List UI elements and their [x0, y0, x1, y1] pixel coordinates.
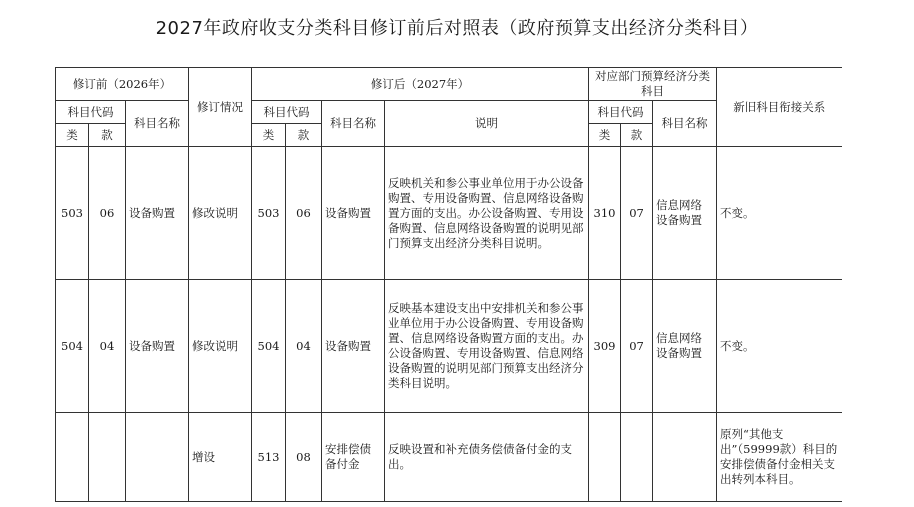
dept-name-cell: 信息网络设备购置 [653, 280, 717, 413]
dept-name-cell [653, 413, 717, 502]
after-group-header: 修订后（2027年） [252, 68, 589, 101]
desc-cell: 反映基本建设支出中安排机关和参公事业单位用于办公设备购置、专用设备购置、信息网络设备购置方面的支出。办公设备购置、专用设备购置、信息网络设备购置的说明见部门预算支出经济分类科目说明。 [385, 280, 589, 413]
dept-name-header: 科目名称 [653, 101, 717, 147]
new-cls-cell: 513 [252, 413, 286, 502]
comparison-table [55, 67, 842, 502]
old-kuan-header: 款 [89, 124, 126, 147]
old-name-cell: 设备购置 [126, 147, 189, 280]
desc-header: 说明 [385, 101, 589, 147]
desc-cell: 反映设置和补充债务偿债备付金的支出。 [385, 413, 589, 502]
new-kuan-cell: 08 [286, 413, 322, 502]
new-kuan-cell: 04 [286, 280, 322, 413]
dept-kuan-cell: 07 [621, 147, 653, 280]
dept-cls-cell [589, 413, 621, 502]
dept-cls-cell: 310 [589, 147, 621, 280]
old-cls-cell: 503 [56, 147, 89, 280]
new-cls-cell: 503 [252, 147, 286, 280]
revision-cell: 修改说明 [189, 147, 252, 280]
dept-group-header: 对应部门预算经济分类科目 [589, 68, 717, 101]
old-cls-cell: 504 [56, 280, 89, 413]
dept-kuan-cell [621, 413, 653, 502]
new-name-cell: 设备购置 [322, 147, 385, 280]
link-cell: 不变。 [717, 280, 842, 413]
revision-cell: 增设 [189, 413, 252, 502]
table-row [56, 280, 842, 413]
new-name-cell: 安排偿债备付金 [322, 413, 385, 502]
new-kuan-header: 款 [286, 124, 322, 147]
old-name-cell: 设备购置 [126, 280, 189, 413]
old-kuan-cell: 04 [89, 280, 126, 413]
header-row-1 [56, 68, 842, 101]
old-name-cell [126, 413, 189, 502]
dept-cls-cell: 309 [589, 280, 621, 413]
old-code-header: 科目代码 [56, 101, 126, 124]
page-title: 2027年政府收支分类科目修订前后对照表（政府预算支出经济分类科目） [155, 18, 759, 39]
dept-code-header: 科目代码 [589, 101, 653, 124]
dept-name-cell: 信息网络设备购置 [653, 147, 717, 280]
table-row [56, 147, 842, 280]
revision-header: 修订情况 [189, 68, 252, 147]
dept-cls-header: 类 [589, 124, 621, 147]
before-group-header: 修订前（2026年） [56, 68, 189, 101]
link-header: 新旧科目衔接关系 [717, 68, 842, 147]
old-cls-cell [56, 413, 89, 502]
new-cls-header: 类 [252, 124, 286, 147]
old-kuan-cell: 06 [89, 147, 126, 280]
old-name-header: 科目名称 [126, 101, 189, 147]
new-cls-cell: 504 [252, 280, 286, 413]
link-cell: 原列“其他支出”（59999款）科目的安排偿债备付金相关支出转列本科目。 [717, 413, 842, 502]
dept-kuan-header: 款 [621, 124, 653, 147]
new-code-header: 科目代码 [252, 101, 322, 124]
desc-cell: 反映机关和参公事业单位用于办公设备购置、专用设备购置、信息网络设备购置方面的支出。办公设备购置、专用设备购置、信息网络设备购置的说明见部门预算支出经济分类科目说明。 [385, 147, 589, 280]
old-cls-header: 类 [56, 124, 89, 147]
old-kuan-cell [89, 413, 126, 502]
link-cell: 不变。 [717, 147, 842, 280]
dept-kuan-cell: 07 [621, 280, 653, 413]
table-row [56, 413, 842, 502]
new-kuan-cell: 06 [286, 147, 322, 280]
new-name-header: 科目名称 [322, 101, 385, 147]
revision-cell: 修改说明 [189, 280, 252, 413]
new-name-cell: 设备购置 [322, 280, 385, 413]
